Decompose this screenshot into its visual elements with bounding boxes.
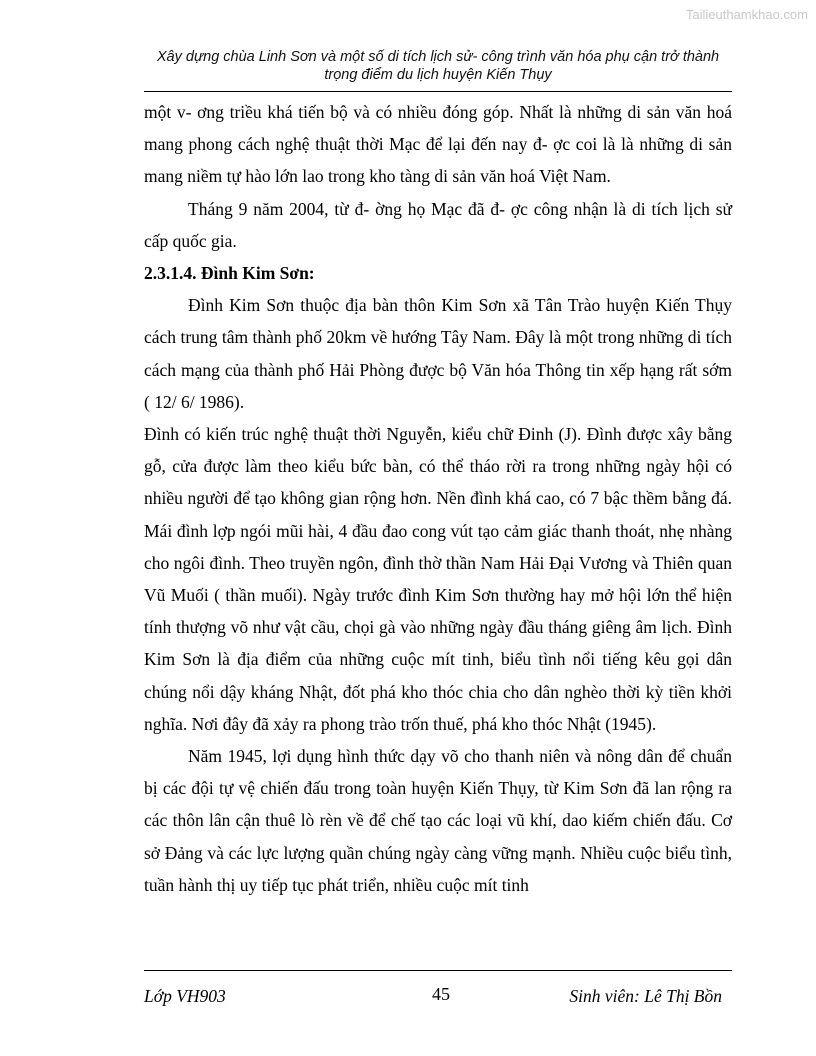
paragraph-history-1945: Năm 1945, lợi dụng hình thức dạy võ cho thanh niên và nông dân để chuẩn bị các đội tự vệ chiến đấu trong toàn huyện Kiến Thụy, từ Kim Sơn đã lan rộng ra các thôn lân cận thuê lò rèn về để chế tạo các loại vũ khí, dao kiếm chiến đấu. Cơ sở Đảng và các lực lượng quần chúng ngày càng vững mạnh. Nhiều cuộc biểu tình, tuần hành thị uy tiếp tục phát triển, nhiều cuộc mít tinh [144,746,732,895]
page-footer [144,986,732,1010]
page-number: 45 [432,984,450,1004]
paragraph-recognition: Tháng 9 năm 2004, từ đ- ờng họ Mạc đã đ- ợc công nhận là di tích lịch sử cấp quốc gia. [144,198,732,251]
paragraph-architecture: Đình có kiến trúc nghệ thuật thời Nguyễn, kiểu chữ Đinh (J). Đình được xây bằng gỗ, cửa được làm theo kiểu bức bàn, có thể tháo rời ra trong những ngày hội có nhiều người để tạo không gian rộng hơn. Nền đình khá cao, có 7 bậc thềm bằng đá. Mái đình lợp ngói mũi hài, 4 đầu đao cong vút tạo cảm giác thanh thoát, nhẹ nhàng cho ngôi đình. Theo truyền ngôn, đình thờ thần Nam Hải Đại Vương và Thiên quan Vũ Muối ( thần muối). Ngày trước đình Kim Sơn thường hay mở hội lớn thể hiện tính thượng võ như vật cầu, chọi gà vào những ngày đầu tháng giêng âm lịch. Đình Kim Sơn là địa điểm của những cuộc mít tinh, biểu tình nổi tiếng kêu gọi dân chúng nổi dậy kháng Nhật, đốt phá kho thóc chia cho dân nghèo thời kỳ tiền khởi nghĩa. Nơi đây đã xảy ra phong trào trốn thuế, phá kho thóc Nhật (1945). [144,424,732,734]
header-divider [144,91,732,92]
footer-student-name: Sinh viên: Lê Thị Bồn [569,986,722,1006]
section-heading: 2.3.1.4. Đình Kim Sơn: [144,263,315,284]
watermark-text: Tailieuthamkhao.com [685,7,808,22]
paragraph-continuation: một v- ơng triều khá tiến bộ và có nhiều đóng góp. Nhất là những di sản văn hoá mang phong cách nghệ thuật thời Mạc để lại đến nay đ- ợc coi là là những di sản mang niềm tự hào lớn lao trong kho tàng di sản văn hoá Việt Nam. [144,102,732,187]
document-body [144,96,732,901]
paragraph-location: Đình Kim Sơn thuộc địa bàn thôn Kim Sơn xã Tân Trào huyện Kiến Thụy cách trung tâm thành phố 20km về hướng Tây Nam. Đây là một trong những di tích cách mạng của thành phố Hải Phòng được bộ Văn hóa Thông tin xếp hạng rất sớm ( 12/ 6/ 1986). [144,295,732,412]
running-header: Xây dựng chùa Linh Sơn và một số di tích lịch sử- công trình văn hóa phụ cận trở thành trọng điểm du lịch huyện Kiến Thụy [156,49,720,83]
footer-class-label: Lớp VH903 [144,986,226,1006]
footer-divider [144,970,732,971]
